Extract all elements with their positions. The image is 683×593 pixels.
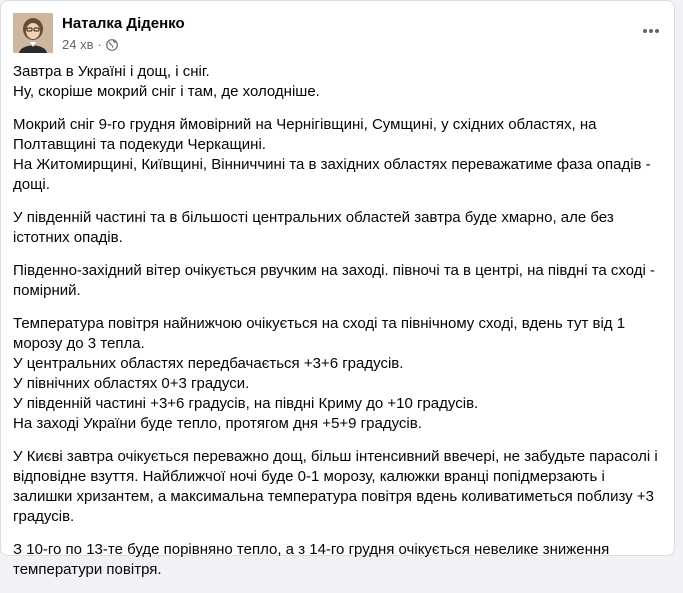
globe-icon: [106, 39, 118, 51]
post-header: [13, 13, 663, 57]
post-paragraph: Мокрий сніг 9-го грудня ймовірний на Чернігівщині, Сумщині, у східних областях, на Полтавщині та подекуди Черкащині. На Житомирщині, Київщині, Вінниччині та в західних областях переважатиме фаза опадів - дощі.: [13, 116, 651, 193]
meta-separator: ·: [97, 37, 102, 52]
post-paragraph: Південно-західний вітер очікується рвучким на заході. півночі та в центрі, на півдні та сході - помірний.: [13, 262, 655, 299]
post-body: [13, 62, 661, 593]
post-meta: [62, 37, 118, 52]
avatar[interactable]: [13, 13, 53, 53]
post-paragraph: У Києві завтра очікується переважно дощ, більш інтенсивний ввечері, не забудьте парасолі і відповідне взуття. Найближчої ночі буде 0-1 морозу, калюжки вранці попідмерзають і залишки хризантем, а максимальна температура повітря вдень коливатиметься поблизу +3 градусів.: [13, 448, 658, 525]
post-paragraph: Температура повітря найнижчою очікується на сході та північному сході, вдень тут від 1 морозу до 3 тепла. У центральних областях передбачається +3+6 градусів. У північних областях 0+3 градуси. У південній частині +3+6 градусів, на півдні Криму до +10 градусів. На заході України буде тепло, протягом дня +5+9 градусів.: [13, 315, 626, 432]
post-paragraph: Завтра в Україні і дощ, і сніг. Ну, скоріше мокрий сніг і там, де холодніше.: [13, 63, 320, 100]
more-options-icon[interactable]: [639, 19, 663, 43]
avatar-image: [13, 13, 53, 53]
post-time[interactable]: 24 хв: [62, 37, 94, 52]
post-paragraph: У південній частині та в більшості центральних областей завтра буде хмарно, але без істотних опадів.: [13, 209, 614, 246]
post-paragraph: З 10-го по 13-те буде порівняно тепло, а з 14-го грудня очікується невелике зниження температури повітря.: [13, 541, 610, 578]
author-name[interactable]: Наталка Діденко: [62, 15, 185, 32]
